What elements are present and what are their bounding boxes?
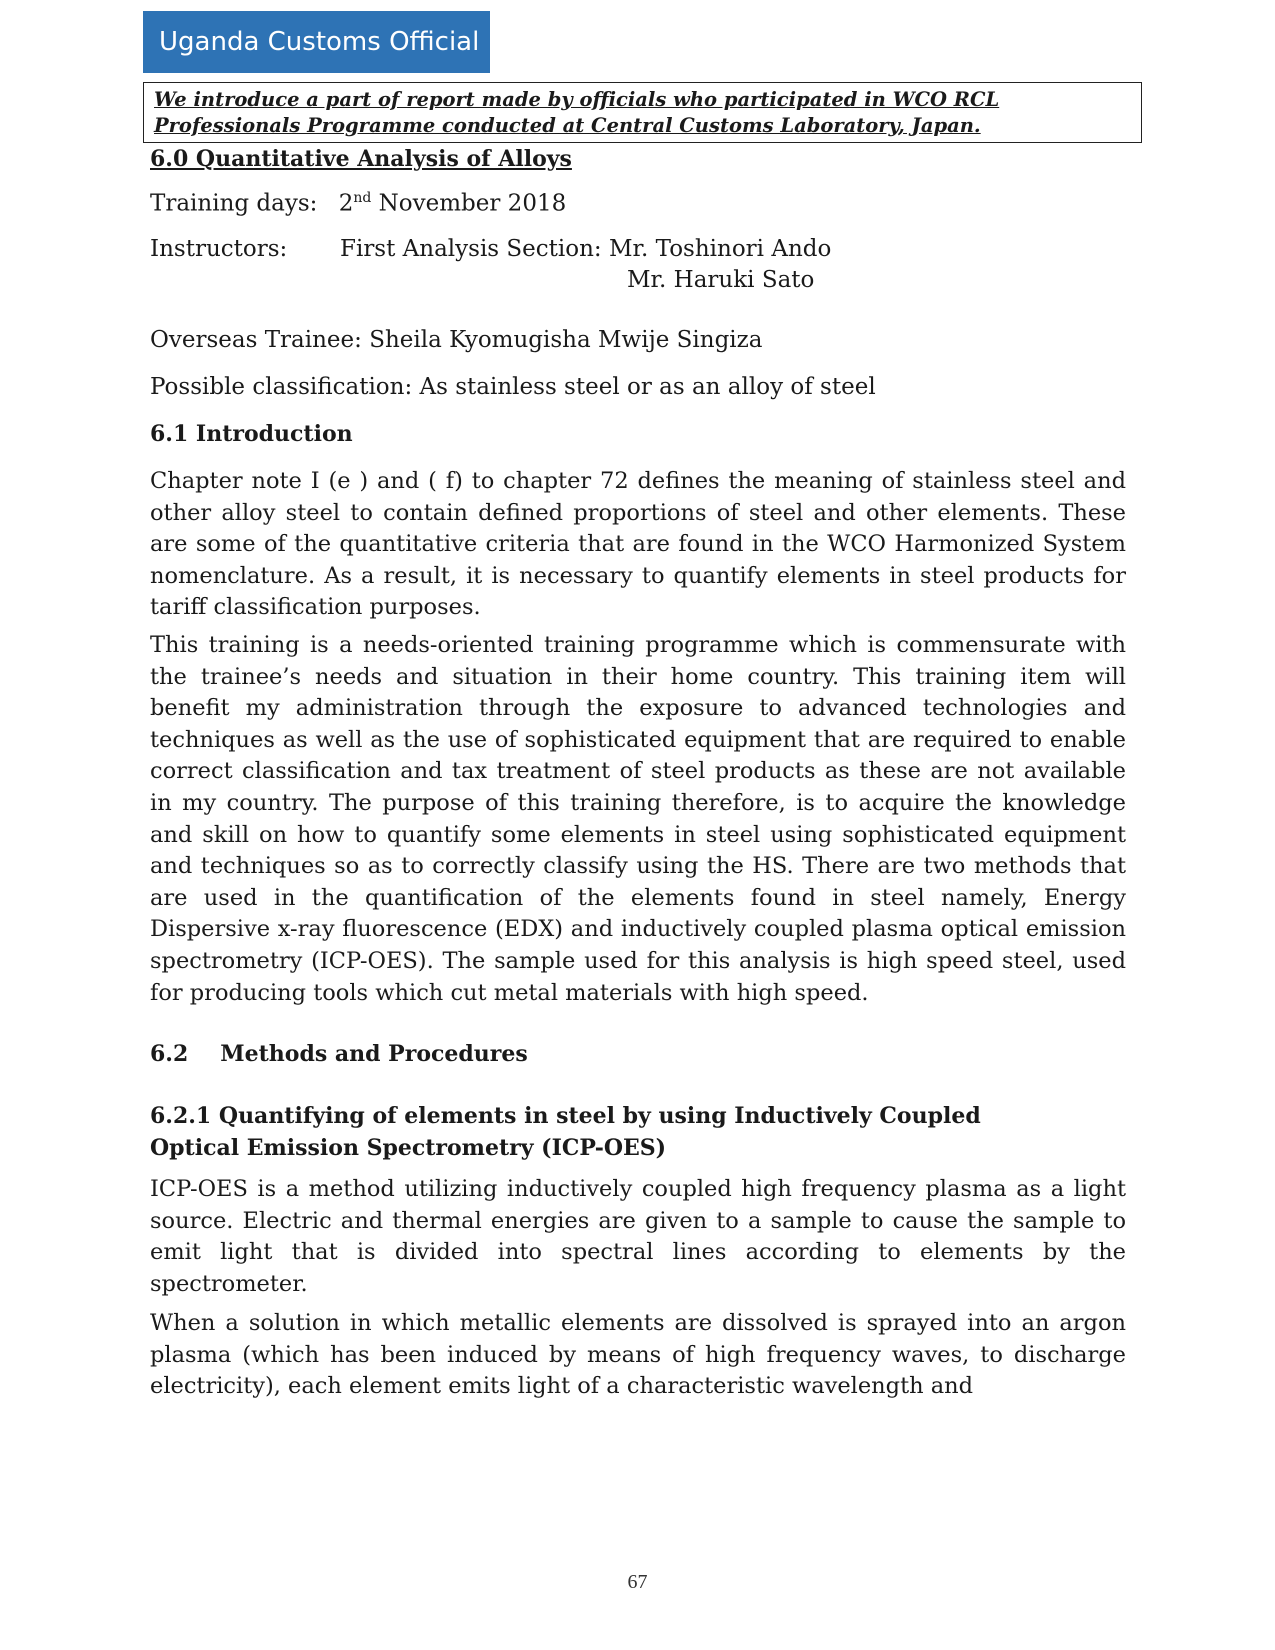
- training-day: 2: [338, 190, 354, 217]
- instructors-label: Instructors:: [150, 236, 288, 262]
- subsection-heading-6-2-1: [150, 1100, 981, 1164]
- notice-box: [143, 82, 1142, 143]
- overseas-trainee: Overseas Trainee: Sheila Kyomugisha Mwije Singiza: [150, 327, 763, 353]
- section-title-6-2: Methods and Procedures: [220, 1041, 528, 1067]
- instructor-2: Mr. Haruki Sato: [627, 267, 815, 293]
- training-days-label: Training days:: [150, 190, 318, 217]
- training-days: [150, 190, 566, 217]
- possible-classification: Possible classification: As stainless steel or as an alloy of steel: [150, 374, 876, 400]
- notice-line-2: Professionals Programme conducted at Central Customs Laboratory, Japan.: [154, 114, 981, 137]
- training-day-suffix: nd: [353, 190, 372, 206]
- section-heading-6-2: [150, 1041, 528, 1067]
- icp-paragraph-2: When a solution in which metallic elements are dissolved is sprayed into an argon plasma (which has been induced by means of high frequency waves, to discharge electricity), each element emits light of a characteristic wavelength and: [150, 1310, 1126, 1400]
- page-number: 67: [627, 1571, 648, 1593]
- icp-paragraph-1: ICP-OES is a method utilizing inductively coupled high frequency plasma as a light source. Electric and thermal energies are given to a sample to cause the sample to emit light that is divided into spectral lines according to elements by the spectrometer.: [150, 1176, 1126, 1297]
- section-heading-6-1: 6.1 Introduction: [150, 421, 353, 447]
- notice-line-1: We introduce a part of report made by officials who participated in WCO RCL: [154, 88, 1000, 111]
- instructor-1: First Analysis Section: Mr. Toshinori Ando: [340, 236, 832, 262]
- section-heading-6-0: 6.0 Quantitative Analysis of Alloys: [150, 146, 572, 172]
- section-number-6-2: 6.2: [150, 1041, 189, 1067]
- subsection-heading-line-2: Optical Emission Spectrometry (ICP-OES): [150, 1135, 667, 1161]
- intro-paragraph-1: Chapter note I (e ) and ( f) to chapter 72 defines the meaning of stainless steel and other alloy steel to contain defined proportions of steel and other elements. These are some of the quantitative criteria that are found in the WCO Harmonized System nomenclature. As a result, it is necessary to quantify elements in steel products for tariff classification purposes.: [150, 468, 1126, 621]
- header-banner: Uganda Customs Official: [143, 11, 490, 73]
- subsection-heading-line-1: 6.2.1 Quantifying of elements in steel by using Inductively Coupled: [150, 1103, 981, 1129]
- training-month-year: November 2018: [371, 190, 567, 217]
- intro-paragraph-2: This training is a needs-oriented training programme which is commensurate with the trainee’s needs and situation in their home country. This training item will benefit my administration through the exposure to advanced technologies and techniques as well as the use of sophisticated equipment that are required to enable correct classification and tax treatment of steel products as these are not available in my country. The purpose of this training therefore, is to acquire the knowledge and skill on how to quantify some elements in steel using sophisticated equipment and techniques so as to correctly classify using the HS. There are two methods that are used in the quantification of the elements found in steel namely, Energy Dispersive x-ray fluorescence (EDX) and inductively coupled plasma optical emission spectrometry (ICP-OES). The sample used for this analysis is high speed steel, used for producing tools which cut metal materials with high speed.: [150, 632, 1126, 1006]
